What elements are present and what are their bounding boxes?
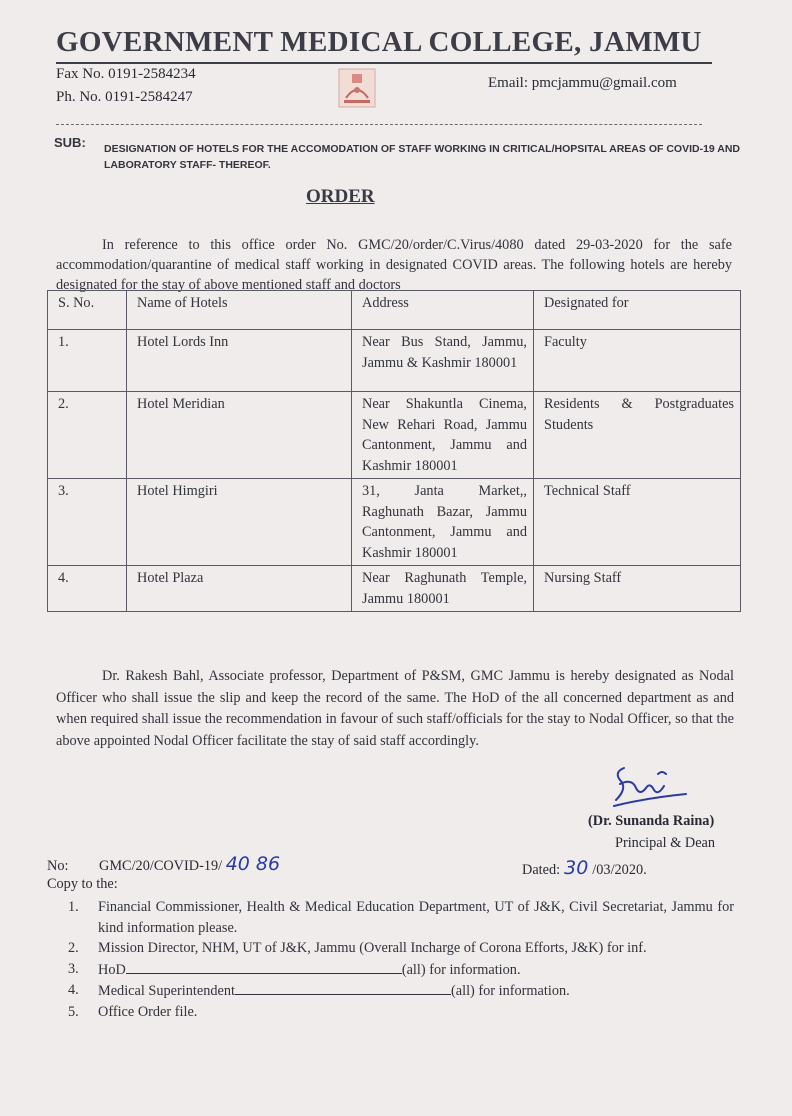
intro-paragraph — [56, 235, 732, 295]
list-item-text: (all) for information. — [450, 983, 570, 999]
table-cell-designation: Faculty — [534, 330, 741, 392]
signature-icon — [606, 758, 696, 818]
nodal-officer-paragraph — [56, 666, 734, 752]
table-cell-sno: 1. — [48, 330, 127, 392]
list-item-text: Financial Commissioner, Health & Medical Education Department, UT of J&K, Civil Secretariat, Jammu for kind information please. — [98, 899, 734, 936]
table-cell-hotel: Hotel Himgiri — [127, 479, 352, 566]
list-item-number: 1. — [68, 899, 79, 915]
table-cell-sno: 2. — [48, 392, 127, 479]
table-cell-hotel: Hotel Lords Inn — [127, 330, 352, 392]
header-divider — [56, 124, 702, 125]
table-row — [48, 330, 741, 392]
column-header: S. No. — [48, 291, 127, 330]
blank-line — [126, 959, 402, 974]
intro-text: In reference to this office order No. GMC/20/order/C.Virus/4080 dated 29-03-2020 for the safe accommodation/quarantine of medical staff working in designated COVID areas. The following hotels are hereby designated for the stay of above mentioned staff and doctors — [56, 237, 732, 293]
table-cell-address: Near Raghunath Temple, Jammu 180001 — [352, 566, 534, 612]
table-header-row — [48, 291, 741, 330]
list-item-text: Office Order file. — [98, 1003, 198, 1020]
table-row — [48, 566, 741, 612]
table-cell-designation: Residents & Postgraduates Students — [534, 392, 741, 479]
list-item — [68, 897, 734, 938]
reference-number — [47, 853, 280, 875]
column-header: Address — [352, 291, 534, 330]
subject-label: SUB: — [54, 135, 86, 150]
list-item-number: 2. — [68, 940, 79, 956]
date-line — [522, 857, 647, 879]
list-item-text: Medical Superintendent — [98, 983, 235, 999]
fax-number: Fax No. 0191-2584234 — [56, 66, 196, 82]
table-cell-sno: 3. — [48, 479, 127, 566]
table-cell-address: Near Bus Stand, Jammu, Jammu & Kashmir 180001 — [352, 330, 534, 392]
list-item-number: 3. — [68, 960, 79, 977]
subject-text: DESIGNATION OF HOTELS FOR THE ACCOMODATION OF STAFF WORKING IN CRITICAL/HOPSITAL AREAS OF COVID-19 AND LABORATORY STAFF- THEREOF. — [104, 143, 741, 171]
reference-label: No: — [47, 858, 69, 874]
dated-label: Dated: — [522, 862, 561, 878]
dated-suffix: /03/2020. — [592, 862, 647, 878]
list-item-text: Mission Director, NHM, UT of J&K, Jammu (Overall Incharge of Corona Efforts, J&K) for inf. — [98, 940, 647, 956]
list-item — [68, 1002, 734, 1023]
table-cell-designation: Nursing Staff — [534, 566, 741, 612]
table-cell-hotel: Hotel Plaza — [127, 566, 352, 612]
college-emblem-icon — [338, 68, 376, 108]
table-cell-address: Near Shakuntla Cinema, New Rehari Road, Jammu Cantonment, Jammu and Kashmir 180001 — [352, 392, 534, 479]
blank-line — [235, 980, 451, 995]
letterhead-title: GOVERNMENT MEDICAL COLLEGE, JAMMU — [56, 26, 702, 58]
hotels-table — [47, 290, 741, 612]
handwritten-day: 30 — [564, 857, 589, 879]
copy-to-heading: Copy to the: — [47, 876, 118, 892]
table-cell-designation: Technical Staff — [534, 479, 741, 566]
order-title: ORDER — [306, 186, 375, 207]
handwritten-number: 40 86 — [225, 853, 281, 875]
list-item — [68, 959, 734, 981]
table-cell-hotel: Hotel Meridian — [127, 392, 352, 479]
email-address: Email: pmcjammu@gmail.com — [488, 75, 677, 91]
list-item-text: (all) for information. — [401, 961, 521, 978]
copy-to-list — [68, 897, 734, 1022]
list-item-text: HoD — [98, 961, 126, 978]
signatory-name: (Dr. Sunanda Raina) — [588, 813, 715, 829]
list-item-number: 5. — [68, 1003, 79, 1020]
list-item-number: 4. — [68, 982, 79, 998]
signatory-title: Principal & Dean — [615, 835, 716, 851]
reference-prefix: GMC/20/COVID-19/ — [99, 858, 223, 874]
table-cell-address: 31, Janta Market,, Raghunath Bazar, Jammu Cantonment, Jammu and Kashmir 180001 — [352, 479, 534, 566]
table-cell-sno: 4. — [48, 566, 127, 612]
table-row — [48, 479, 741, 566]
nodal-officer-text: Dr. Rakesh Bahl, Associate professor, Department of P&SM, GMC Jammu is hereby designated as Nodal Officer who shall issue the slip and keep the record of the same. The HoD of the all concerned department as and when required shall issue the recommendation in favour of such staff/officials for the stay to Nodal Officer, so that the above appointed Nodal Officer facilitate the stay of said staff accordingly. — [56, 668, 734, 749]
phone-number: Ph. No. 0191-2584247 — [56, 89, 193, 105]
column-header: Name of Hotels — [127, 291, 352, 330]
list-item — [68, 980, 734, 1002]
table-row — [48, 392, 741, 479]
list-item — [68, 938, 734, 959]
column-header: Designated for — [534, 291, 741, 330]
letterhead-underline — [56, 62, 712, 64]
